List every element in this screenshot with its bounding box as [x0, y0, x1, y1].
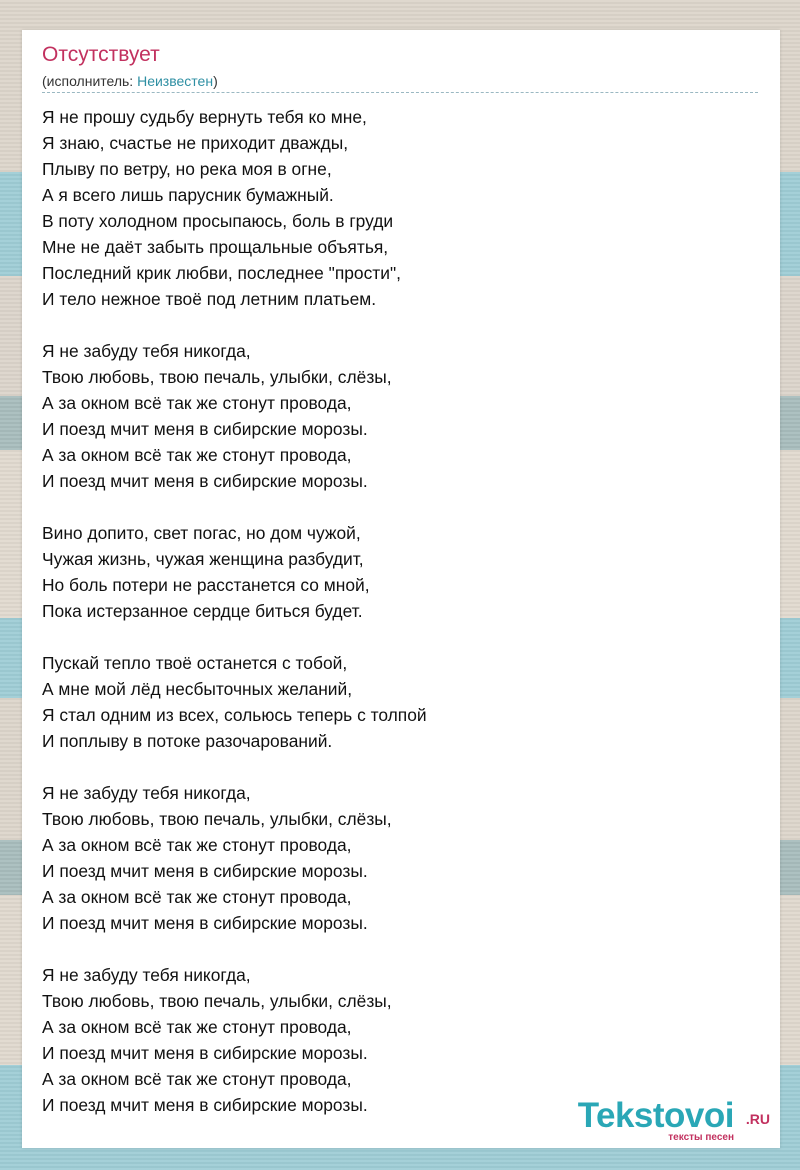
lyrics-line: Чужая жизнь, чужая женщина разбудит,: [42, 549, 364, 569]
lyrics-stanza: [42, 338, 742, 494]
lyrics-line: Я не забуду тебя никогда,: [42, 341, 251, 361]
song-subtitle: [42, 73, 218, 89]
lyrics-line: Твою любовь, твою печаль, улыбки, слёзы,: [42, 991, 392, 1011]
lyrics-line: И поезд мчит меня в сибирские морозы.: [42, 913, 368, 933]
lyrics-line: Я не забуду тебя никогда,: [42, 783, 251, 803]
lyrics-line: В поту холодном просыпаюсь, боль в груди: [42, 211, 394, 231]
lyrics-line: И поезд мчит меня в сибирские морозы.: [42, 471, 368, 491]
subtitle-prefix: (исполнитель:: [42, 73, 138, 89]
logo-name: Tekstovoi: [577, 1096, 734, 1135]
lyrics-line: А за окном всё так же стонут провода,: [42, 1069, 352, 1089]
lyrics-line: Твою любовь, твою печаль, улыбки, слёзы,: [42, 809, 392, 829]
lyrics-line: Плыву по ветру, но река моя в огне,: [42, 159, 332, 179]
lyrics-line: Но боль потери не расстанется со мной,: [42, 575, 370, 595]
lyrics-line: А я всего лишь парусник бумажный.: [42, 185, 334, 205]
lyrics-line: И поезд мчит меня в сибирские морозы.: [42, 419, 368, 439]
lyrics-line: Пускай тепло твоё останется с тобой,: [42, 653, 348, 673]
lyrics-text: [42, 104, 742, 1118]
lyrics-stanza: [42, 780, 742, 936]
lyrics-stanza: [42, 962, 742, 1118]
lyrics-stanza: [42, 650, 742, 754]
lyrics-line: И поплыву в потоке разочарований.: [42, 731, 333, 751]
lyrics-line: А за окном всё так же стонут провода,: [42, 393, 352, 413]
lyrics-line: Я не прошу судьбу вернуть тебя ко мне,: [42, 107, 367, 127]
lyrics-stanza: [42, 104, 742, 312]
lyrics-line: И поезд мчит меня в сибирские морозы.: [42, 861, 368, 881]
subtitle-suffix: ): [213, 73, 218, 89]
lyrics-line: А мне мой лёд несбыточных желаний,: [42, 679, 353, 699]
lyrics-line: Мне не даёт забыть прощальные объятья,: [42, 237, 389, 257]
lyrics-line: И тело нежное твоё под летним платьем.: [42, 289, 377, 309]
logo-tagline: тексты песен: [668, 1132, 734, 1143]
song-title: Отсутствует: [42, 43, 160, 66]
lyrics-stanza: [42, 520, 742, 624]
header-divider: [42, 92, 758, 93]
lyrics-line: Пока истерзанное сердце биться будет.: [42, 601, 363, 621]
lyrics-card: [22, 30, 780, 1148]
logo-tld: .RU: [745, 1111, 770, 1127]
artist-link[interactable]: Неизвестен: [137, 73, 214, 89]
lyrics-line: А за окном всё так же стонут провода,: [42, 835, 352, 855]
lyrics-line: Твою любовь, твою печаль, улыбки, слёзы,: [42, 367, 392, 387]
lyrics-line: А за окном всё так же стонут провода,: [42, 445, 352, 465]
lyrics-line: Я не забуду тебя никогда,: [42, 965, 251, 985]
lyrics-line: Вино допито, свет погас, но дом чужой,: [42, 523, 361, 543]
lyrics-line: Я знаю, счастье не приходит дважды,: [42, 133, 349, 153]
lyrics-line: Я стал одним из всех, сольюсь теперь с толпой: [42, 705, 427, 725]
lyrics-line: И поезд мчит меня в сибирские морозы.: [42, 1043, 368, 1063]
lyrics-line: А за окном всё так же стонут провода,: [42, 887, 352, 907]
site-logo[interactable]: [562, 1096, 772, 1144]
lyrics-line: И поезд мчит меня в сибирские морозы.: [42, 1095, 368, 1115]
lyrics-line: А за окном всё так же стонут провода,: [42, 1017, 352, 1037]
lyrics-line: Последний крик любви, последнее "прости",: [42, 263, 401, 283]
